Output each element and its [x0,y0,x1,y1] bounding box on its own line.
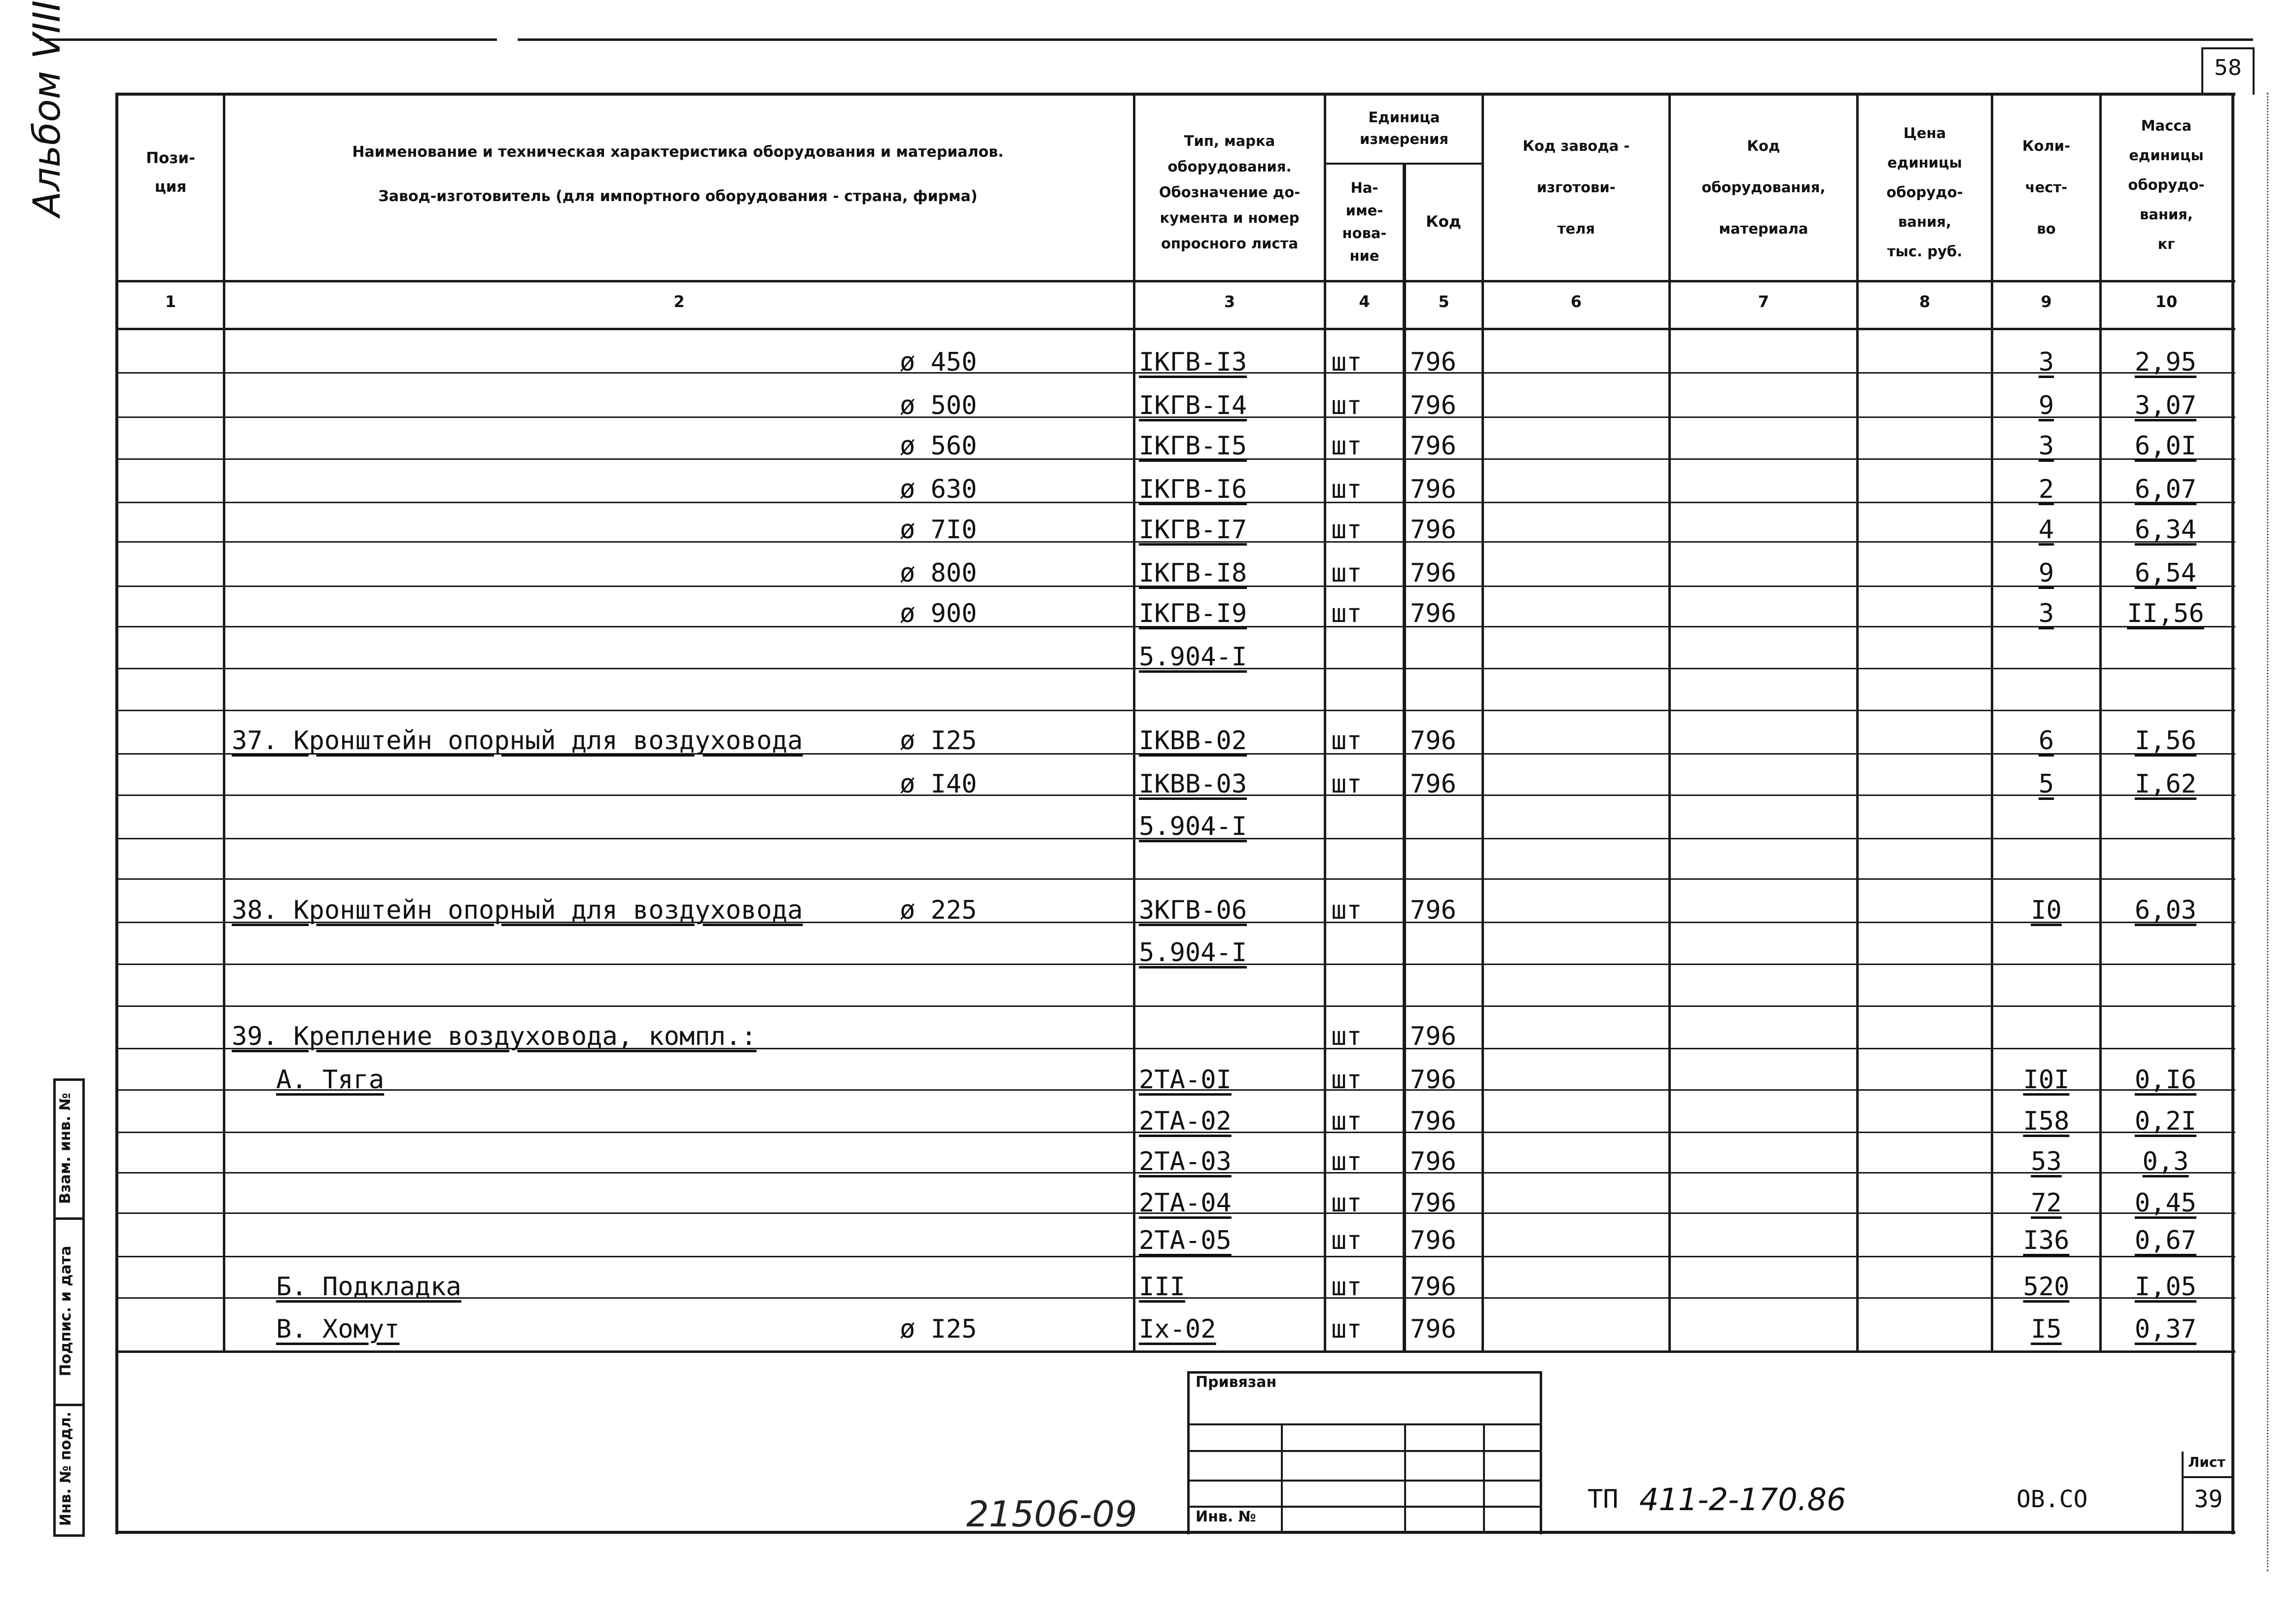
cell-mass: 3,07 [2134,391,2197,420]
cell-code: 796 [1410,1022,1456,1051]
cell-size [900,1186,1077,1220]
top-rule-left [39,38,497,41]
cell-mass [2103,1019,2228,1054]
cell-mass: 0,45 [2134,1188,2197,1218]
cell-name: 37. Кронштейн опорный для воздуховода [232,726,803,756]
cell-unit: шт [1331,1147,1362,1176]
cell-type: III [1139,1272,1185,1302]
cell-type: 5.904-I [1139,642,1247,672]
cell-mass: I,05 [2134,1272,2197,1302]
page-number: 58 [2214,55,2242,80]
cell-unit: шт [1331,1065,1362,1095]
cell-name [232,388,922,423]
cell-type: 2TA-02 [1139,1106,1232,1136]
col-line-8 [1991,93,1993,1352]
cell-qty [1996,640,2097,674]
cell-name [232,809,922,844]
top-rule-right [518,38,2253,41]
cell-qty [1996,935,2097,970]
cell-unit: шт [1331,515,1362,545]
cell-code [1410,850,1479,884]
col-line-6 [1668,93,1671,1352]
cell-qty: 520 [2023,1272,2070,1302]
side-stamp-orig-inv: Инв. № подл. [57,1411,74,1526]
cell-type: IKГB-I6 [1139,475,1247,504]
cell-mass: 0,I6 [2134,1065,2197,1095]
cell-code [1410,976,1479,1010]
cell-name [232,680,922,715]
cell-qty: I0 [2031,896,2062,925]
colnum-7: 7 [1758,292,1769,311]
cell-type [1139,680,1321,715]
cell-mass: 2,95 [2134,347,2197,377]
cell-mass: 0,2I [2134,1106,2197,1136]
col-line-7 [1856,93,1859,1352]
colnum-3: 3 [1224,292,1235,311]
header-name-line2: Завод-изготовитель (для импортного оборудования - страна, фирма) [378,188,978,205]
cell-type: 2TA-03 [1139,1147,1232,1176]
doc-code: 411-2-170.86 [1639,1482,1846,1518]
cell-name [232,345,922,380]
header-factory-code: Код завода - изготови- теля [1522,138,1630,237]
cell-mass: 0,67 [2134,1226,2197,1255]
header-position: Пози- ция [146,149,195,196]
cell-mass [2103,935,2228,970]
cell-mass: 6,07 [2134,475,2197,504]
cell-qty: 72 [2031,1188,2062,1218]
colnum-1: 1 [165,292,176,311]
header-price: Цена единицы оборудо- вания, тыс. руб. [1886,125,1963,260]
cell-mass: 0,37 [2134,1314,2197,1344]
cell-unit: шт [1331,599,1362,628]
cell-code: 796 [1410,475,1456,504]
cell-name: 38. Кронштейн опорный для воздуховода [232,896,803,925]
cell-unit: шт [1331,1272,1362,1302]
cell-size [900,1104,1077,1139]
cell-mass [2103,809,2228,844]
cell-code: 796 [1410,599,1456,628]
cell-name [232,976,922,1010]
cell-code [1410,680,1479,715]
table-top-border [115,93,2235,96]
cell-type: 3KГB-06 [1139,896,1247,925]
cell-type [1139,850,1321,884]
cell-type: 2TA-05 [1139,1226,1232,1255]
cell-qty: 6 [2038,726,2054,756]
cell-name [232,429,922,463]
cell-code: 796 [1410,1147,1456,1176]
cell-mass: I,62 [2134,769,2197,799]
cell-code [1410,809,1479,844]
cell-qty: 9 [2038,558,2054,588]
cell-mass [2103,680,2228,715]
table-right-border [2231,93,2234,1534]
cell-mass [2103,640,2228,674]
cell-size: ø I25 [900,726,977,756]
colnum-6: 6 [1570,292,1582,311]
cell-code: 796 [1410,1272,1456,1302]
col-line-3 [1324,93,1326,1352]
cell-name [232,513,922,547]
cell-name [232,556,922,590]
header-equip-code: Код оборудования, материала [1701,138,1826,237]
cell-qty [1996,976,2097,1010]
cell-code: 796 [1410,1065,1456,1095]
cell-unit: шт [1331,726,1362,756]
cell-code [1410,640,1479,674]
cell-unit: шт [1331,1188,1362,1218]
cell-name [232,1144,922,1179]
cell-size [900,680,1077,715]
cell-size [900,976,1077,1010]
header-type: Тип, марка оборудования. Обозначение до- кумента и номер опросного листа [1159,133,1301,252]
cell-type: 2TA-0I [1139,1065,1232,1095]
album-label: Альбом VIII [25,0,69,217]
cell-qty: 3 [2038,431,2054,461]
side-stamp-divider-1 [53,1217,85,1220]
header-bottom-line [115,280,2235,282]
header-name-line1: Наименование и техническая характеристика оборудования и материалов. [352,143,1004,161]
cell-qty: I0I [2023,1065,2070,1095]
cell-size [900,1270,1077,1304]
cell-size [900,1144,1077,1179]
cell-unit: шт [1331,431,1362,461]
col-line-9 [2099,93,2102,1352]
cell-type: IKГB-I3 [1139,347,1247,377]
cell-size: ø 7I0 [900,515,977,545]
cell-type [1139,976,1321,1010]
header-unit-code: Код [1426,213,1461,231]
cell-size: ø 560 [900,431,977,461]
privyazan-label: Привязан [1196,1374,1277,1391]
cell-size: ø 225 [900,896,977,925]
cell-qty [1996,850,2097,884]
cell-type: 5.904-I [1139,812,1247,841]
table-bottom-border [115,1531,2235,1534]
cell-qty: I5 [2031,1314,2062,1344]
col-line-4 [1403,163,1406,1352]
cell-code: 796 [1410,1226,1456,1255]
colnum-8: 8 [1919,292,1931,311]
cell-mass: 0,3 [2142,1147,2189,1176]
cell-code: 796 [1410,391,1456,420]
cell-size [900,1223,1077,1258]
header-unit: Единица измерения [1360,109,1448,147]
cell-size [900,1063,1077,1097]
cell-qty: 3 [2038,347,2054,377]
cell-type: IKBB-02 [1139,726,1247,756]
cell-unit: шт [1331,1226,1362,1255]
cell-unit [1331,976,1400,1010]
cell-size: ø I25 [900,1314,977,1344]
right-margin-dots [2267,93,2268,1571]
header-mass: Масса единицы оборудо- вания, кг [2128,117,2205,252]
cell-code [1410,935,1479,970]
colnum-9: 9 [2041,292,2052,311]
cell-unit: шт [1331,558,1362,588]
colnum-4: 4 [1359,292,1370,311]
col-line-5 [1482,93,1484,1352]
cell-type: IKГB-I7 [1139,515,1247,545]
cell-qty: 4 [2038,515,2054,545]
cell-size: ø 800 [900,558,977,588]
cell-mass: 6,54 [2134,558,2197,588]
cell-name [232,850,922,884]
cell-name: А. Тяга [276,1065,385,1095]
header-qty: Коли- чест- во [2022,138,2071,237]
privyazan-v2 [1404,1423,1406,1533]
cell-type: 2TA-04 [1139,1188,1232,1218]
cell-mass [2103,976,2228,1010]
cell-size: ø 450 [900,347,977,377]
cell-name: Б. Подкладка [276,1272,461,1302]
cell-size [900,640,1077,674]
cell-size [900,809,1077,844]
cell-qty: 9 [2038,391,2054,420]
handwritten-number: 21506-09 [966,1493,1137,1535]
cell-mass: 6,0I [2134,431,2197,461]
cell-name [232,596,922,631]
cell-size: ø 630 [900,475,977,504]
colnum-10: 10 [2155,292,2178,311]
cell-unit: шт [1331,1022,1362,1051]
cell-type: IKBB-03 [1139,769,1247,799]
colnum-bottom-line [115,328,2235,330]
side-stamp-signature-date: Подпис. и дата [57,1245,74,1377]
cell-mass: 6,03 [2134,896,2197,925]
cell-unit [1331,850,1400,884]
cell-code: 796 [1410,431,1456,461]
cell-type: IKГB-I5 [1139,431,1247,461]
cell-unit: шт [1331,347,1362,377]
sheet-label: Лист [2188,1454,2225,1470]
header-unit-name: На- име- нова- ние [1342,179,1387,264]
cell-unit: шт [1331,391,1362,420]
cell-code: 796 [1410,896,1456,925]
cell-type: IKГB-I8 [1139,558,1247,588]
cell-type: 5.904-I [1139,938,1247,967]
cell-unit: шт [1331,769,1362,799]
cell-unit: шт [1331,475,1362,504]
privyazan-h1 [1187,1423,1540,1425]
cell-qty: 3 [2038,599,2054,628]
cell-size [900,1019,1077,1054]
cell-qty: 53 [2031,1147,2062,1176]
privyazan-v1 [1281,1423,1283,1533]
colnum-5: 5 [1438,292,1449,311]
cell-mass: I,56 [2134,726,2197,756]
privyazan-h2 [1187,1450,1540,1452]
cell-name [232,935,922,970]
cell-mass: 6,34 [2134,515,2197,545]
section-code: ОВ.СО [2016,1486,2088,1513]
cell-size [900,850,1077,884]
inv-no-label: Инв. № [1196,1508,1256,1525]
cell-qty: I58 [2023,1106,2070,1136]
cell-code: 796 [1410,1106,1456,1136]
cell-type: IKГB-I4 [1139,391,1247,420]
col-line-2 [1133,93,1135,1352]
cell-type: Ix-02 [1139,1314,1216,1344]
cell-code: 796 [1410,769,1456,799]
cell-qty: I36 [2023,1226,2070,1255]
cell-name: В. Хомут [276,1314,400,1344]
cell-name [232,767,922,801]
doc-code-prefix: ТП [1588,1485,1619,1514]
rows-end-line [115,1350,2235,1353]
cell-code: 796 [1410,347,1456,377]
privyazan-h4 [1187,1506,1540,1508]
cell-name [232,472,922,507]
cell-type [1139,1019,1321,1054]
cell-unit: шт [1331,1106,1362,1136]
privyazan-h3 [1187,1480,1540,1482]
cell-unit [1331,680,1400,715]
cell-size: ø 500 [900,391,977,420]
cell-code: 796 [1410,726,1456,756]
sheet-box-divider [2182,1476,2233,1478]
cell-type: IKГB-I9 [1139,599,1247,628]
cell-name: 39. Крепление воздуховода, компл.: [232,1022,757,1051]
cell-name [232,1104,922,1139]
cell-unit [1331,935,1400,970]
cell-size: ø 900 [900,599,977,628]
cell-code: 796 [1410,1188,1456,1218]
sheet-number: 39 [2194,1486,2223,1513]
cell-unit: шт [1331,1314,1362,1344]
cell-unit [1331,640,1400,674]
cell-qty: 2 [2038,475,2054,504]
side-stamp-replace-inv: Взам. инв. № [57,1093,74,1204]
cell-unit [1331,809,1400,844]
cell-mass [2103,850,2228,884]
cell-unit: шт [1331,896,1362,925]
cell-size [900,935,1077,970]
cell-code: 796 [1410,558,1456,588]
cell-name [232,1223,922,1258]
cell-qty [1996,809,2097,844]
cell-name [232,640,922,674]
sheet-box-left [2182,1451,2184,1533]
cell-qty [1996,1019,2097,1054]
cell-size: ø I40 [900,769,977,799]
cell-qty [1996,680,2097,715]
cell-qty: 5 [2038,769,2054,799]
cell-mass: II,56 [2127,599,2204,628]
col-line-1 [223,93,225,1352]
privyazan-v3 [1483,1423,1485,1533]
cell-code: 796 [1410,1314,1456,1344]
colnum-2: 2 [673,292,685,311]
cell-code: 796 [1410,515,1456,545]
cell-name [232,1186,922,1220]
